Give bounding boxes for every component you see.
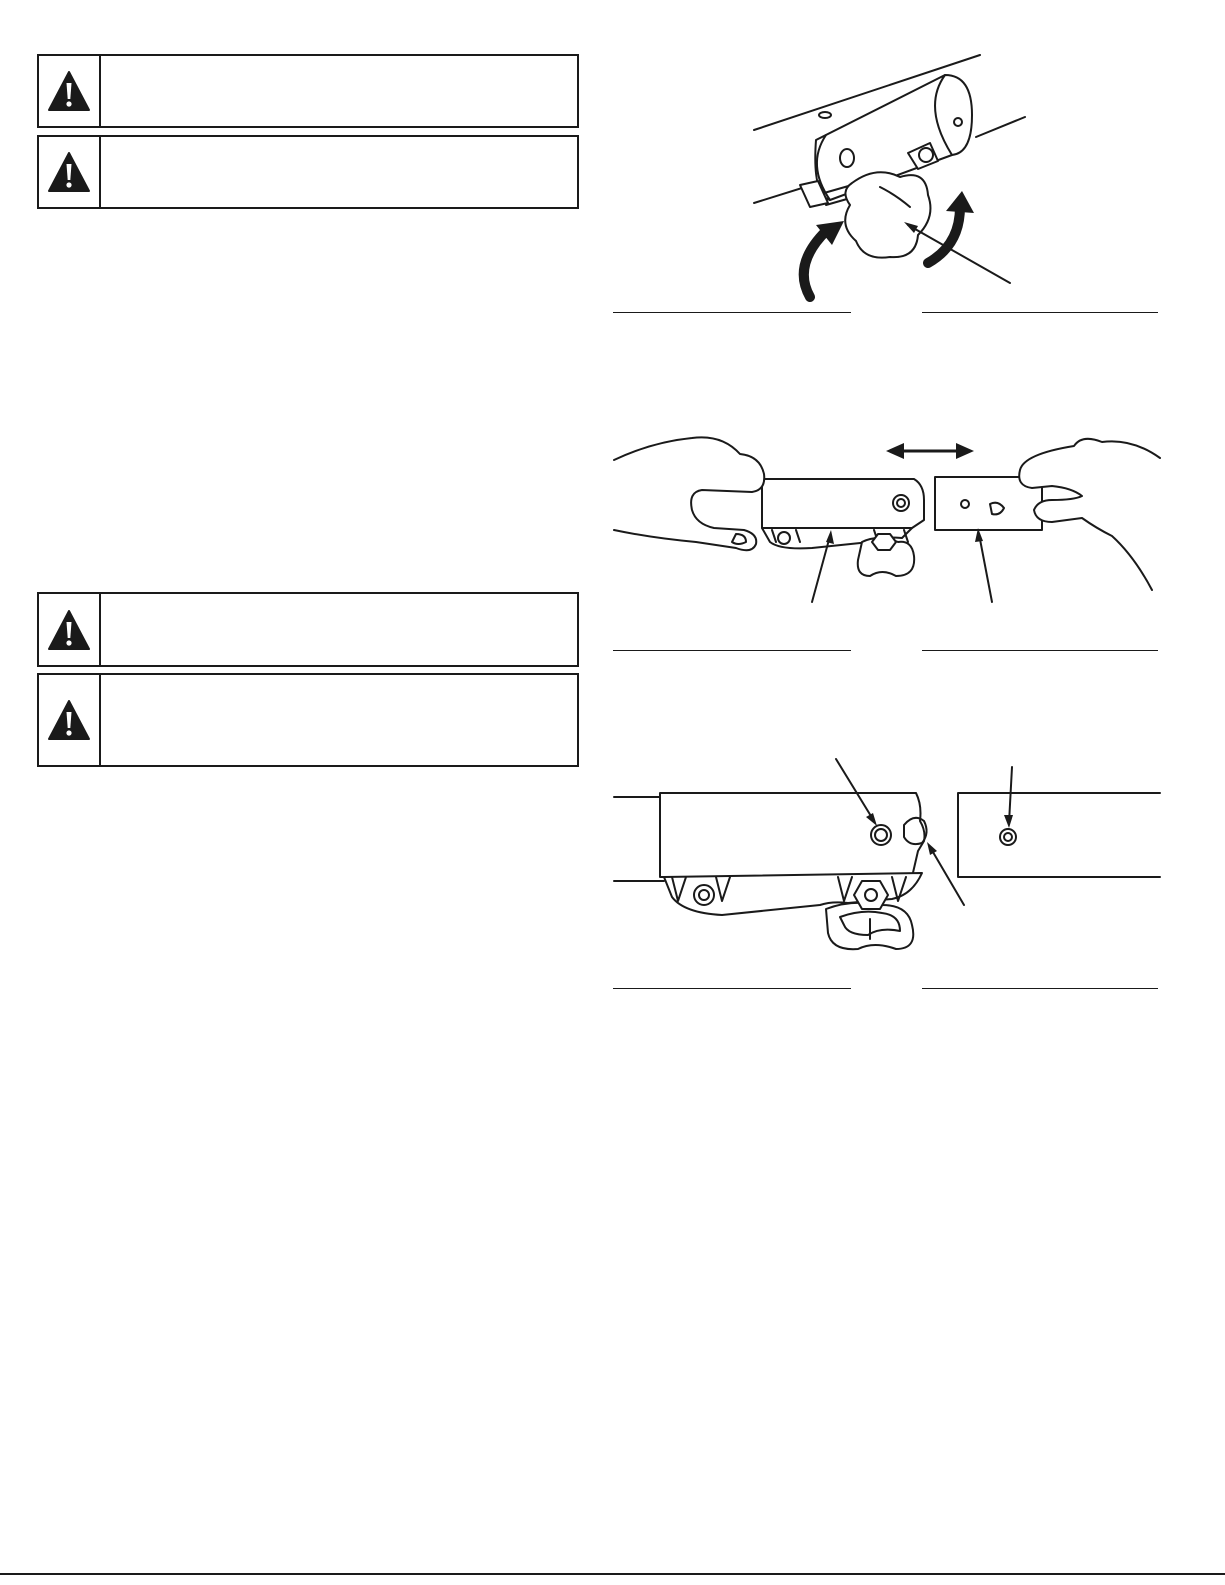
- leader-arrowhead: [1004, 815, 1013, 828]
- coupler-body: [660, 793, 925, 877]
- caption-rule-right: [922, 650, 1158, 651]
- shaft-right-edge: [976, 117, 1025, 137]
- warning-text: [101, 56, 577, 126]
- double-arrow-head-right: [956, 443, 974, 459]
- warning-box-4: [37, 673, 579, 767]
- knob-loosen-illustration: [740, 45, 1040, 310]
- rotation-arrow-icon: [804, 231, 826, 297]
- warning-triangle-icon: [47, 70, 91, 112]
- locking-hole-shaft: [1000, 829, 1016, 845]
- caption-rule-right: [922, 988, 1158, 989]
- leader-line-icon: [1009, 767, 1012, 823]
- clamp-knob: [845, 172, 930, 257]
- warning-icon-cell: [39, 56, 101, 126]
- double-arrow-head-left: [886, 443, 904, 459]
- warning-triangle-icon: [47, 609, 91, 651]
- caption-rule-left: [613, 988, 851, 989]
- warning-text: [101, 137, 577, 207]
- clamp-nut: [854, 881, 888, 909]
- rotation-arrow-head: [946, 191, 974, 213]
- caption-rule-left: [613, 312, 851, 313]
- hand-icon: [1019, 439, 1160, 590]
- warning-icon-cell: [39, 594, 101, 665]
- page-footer-rule: [0, 1573, 1225, 1575]
- inner-shaft-tube: [958, 793, 1160, 877]
- inner-shaft-stub: [614, 797, 664, 881]
- warning-triangle-icon: [47, 151, 91, 193]
- hand-icon: [614, 437, 764, 550]
- coupler-hole-top: [819, 112, 831, 118]
- warning-text: [101, 594, 577, 665]
- warning-box-3: [37, 592, 579, 667]
- caption-rule-left: [613, 650, 851, 651]
- shaft-separation-illustration: [612, 430, 1162, 605]
- warning-icon-cell: [39, 137, 101, 207]
- warning-box-1: [37, 54, 579, 128]
- warning-triangle-icon: [47, 699, 91, 741]
- warning-box-2: [37, 135, 579, 209]
- warning-icon-cell: [39, 675, 101, 765]
- coupler-detail-illustration: [612, 755, 1162, 965]
- left-clamp-nut: [872, 534, 896, 550]
- caption-rule-right: [922, 312, 1158, 313]
- leader-line-icon: [979, 534, 992, 602]
- leader-arrowhead: [927, 842, 937, 855]
- clamp-nut: [919, 148, 933, 162]
- warning-text: [101, 675, 577, 765]
- locking-hole-shaft-inner: [1004, 833, 1012, 841]
- rotation-arrow-icon: [928, 207, 960, 263]
- left-shaft-tube: [762, 479, 924, 528]
